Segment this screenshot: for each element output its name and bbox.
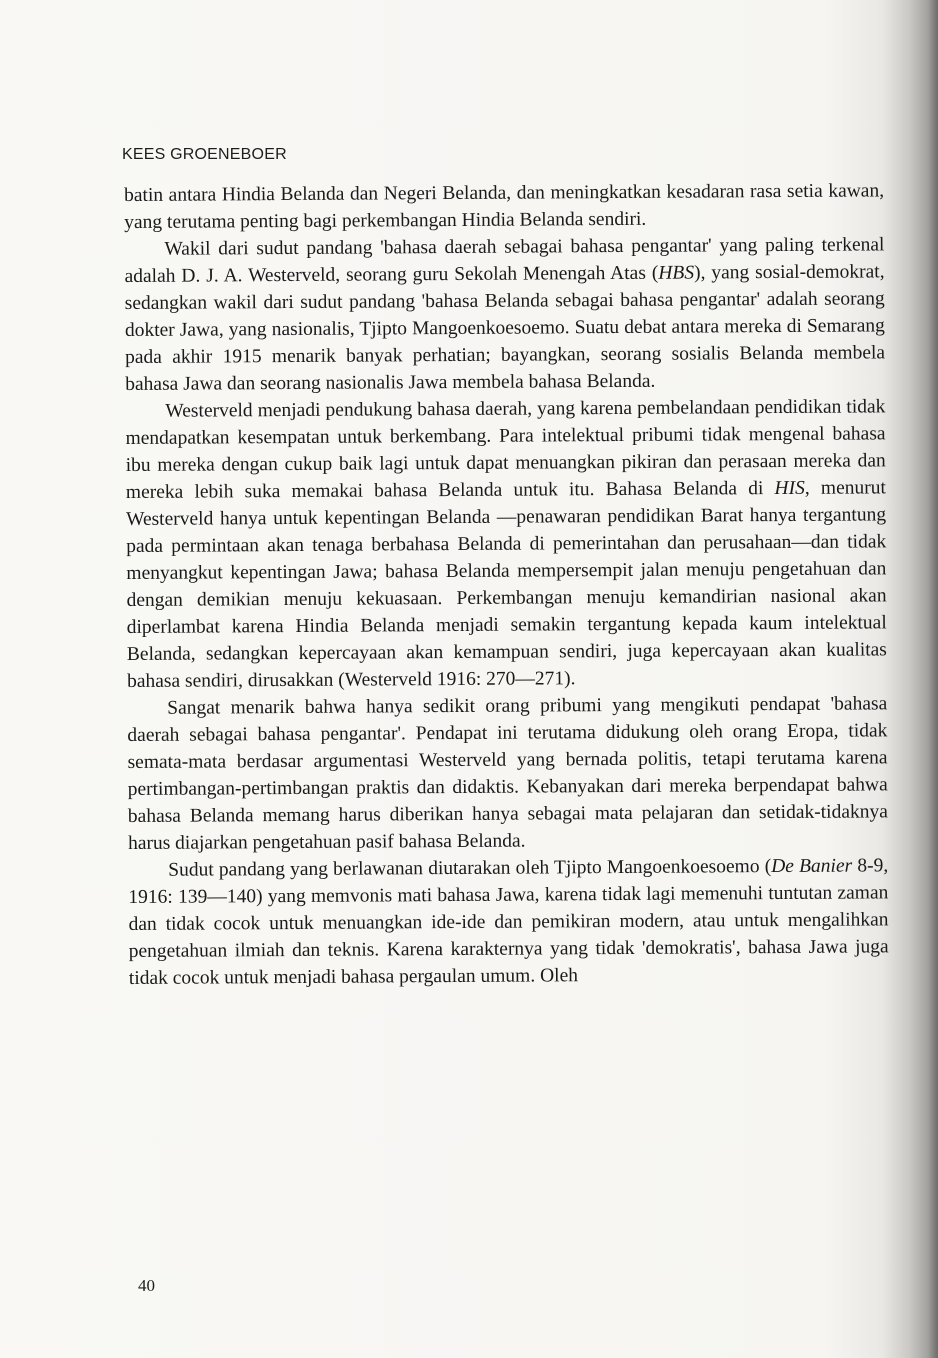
paragraph-3 bbox=[125, 393, 887, 695]
paragraph-5-part-2: 8-9, 1916: 139—140) yang memvonis mati bahasa Jawa, karena tidak lagi memenuhi tuntutan zaman dan tidak cocok untuk menuangkan ide-ide dan pemikiran modern, atau untuk mengalihkan pengetahuan ilmiah dan teknis. Karena karakternya yang tidak 'demokratis', bahasa Jawa juga tidak cocok untuk menjadi bahasa pergaulan umum. Oleh bbox=[128, 855, 889, 989]
paragraph-4: Sangat menarik bahwa hanya sedikit orang pribumi yang mengikuti pendapat 'bahasa daerah sebagai bahasa pengantar'. Pendapat ini terutama didukung oleh orang Eropa, tidak semata-mata berdasar argumentasi Westerveld yang bernada politis, tetapi terutama karena pertimbangan-pertimbangan praktis dan didaktis. Kebanyakan dari mereka berpendapat bahwa bahasa Belanda memang harus diberikan hanya sebagai mata pelajaran dan setidak-tidaknya harus diajarkan pengetahuan pasif bahasa Belanda. bbox=[127, 693, 888, 854]
page-number: 40 bbox=[138, 1276, 155, 1295]
paragraph-2-part-1: Wakil dari sudut pandang 'bahasa daerah sebagai bahasa pengantar' yang paling terkenal adalah D. J. A. Westerveld, seorang guru Sekolah Menengah Atas ( bbox=[124, 234, 885, 287]
publication-title: De Banier bbox=[771, 855, 853, 878]
paragraph-5 bbox=[128, 852, 889, 992]
paragraph-2-part-2: ), yang sosial-demokrat, sedangkan wakil dari sudut pandang 'bahasa Belanda sebagai bahasa pengantar' adalah seorang dokter Jawa, yang nasionalis, Tjipto Mangoenkoesoemo. Suatu debat antara mereka di Semarang pada akhir 1915 menarik banyak perhatian; bayangkan, seorang sosialis Belanda membela bahasa Jawa dan seorang nasionalis Jawa membela bahasa Belanda. bbox=[124, 261, 886, 395]
paragraph-3-part-2: , menurut Westerveld hanya untuk kepentingan Belanda —penawaran pendidikan Barat hanya tergantung pada permintaan akan tenaga berbahasa Belanda di pemerintahan dan perusahaan—dan tidak menyangkut kepentingan Jawa; bahasa Belanda mempersempit jalan menuju pengetahuan dan dengan demikian menuju kekuasaan. Perkembangan menuju kemandirian nasional akan diperlambat karena Hindia Belanda menjadi semakin tergantung kepada kaum intelektual Belanda, sedangkan kepercayaan akan kemampuan sendiri, juga kepercayaan akan kualitas bahasa sendiri, dirusakkan (Westerveld 1916: 270—271). bbox=[125, 477, 887, 692]
abbreviation-hbs: HBS bbox=[658, 262, 695, 284]
body-text bbox=[124, 177, 889, 992]
paragraph-1: batin antara Hindia Belanda dan Negeri Belanda, dan meningkatkan kesadaran rasa setia kawan, yang terutama penting bagi perkembangan Hindia Belanda sendiri. bbox=[124, 180, 885, 233]
page-edge-shadow bbox=[928, 0, 938, 1358]
paragraph-5-part-1: Sudut pandang yang berlawanan diutarakan oleh Tjipto Mangoenkoesoemo ( bbox=[168, 856, 772, 881]
running-head: KEES GROENEBOER bbox=[122, 146, 287, 163]
paragraph-3-part-1: Westerveld menjadi pendukung bahasa daerah, yang karena pembelandaan pendidikan tidak mendapatkan kesempatan untuk berkembang. Para intelektual pribumi tidak mengenal bahasa ibu mereka dengan cukup baik lagi untuk dapat menuangkan pikiran dan perasaan mereka dan mereka lebih suka memakai bahasa Belanda untuk itu. Bahasa Belanda di bbox=[125, 396, 886, 503]
abbreviation-his: HIS bbox=[774, 477, 805, 500]
paragraph-2 bbox=[124, 231, 885, 398]
